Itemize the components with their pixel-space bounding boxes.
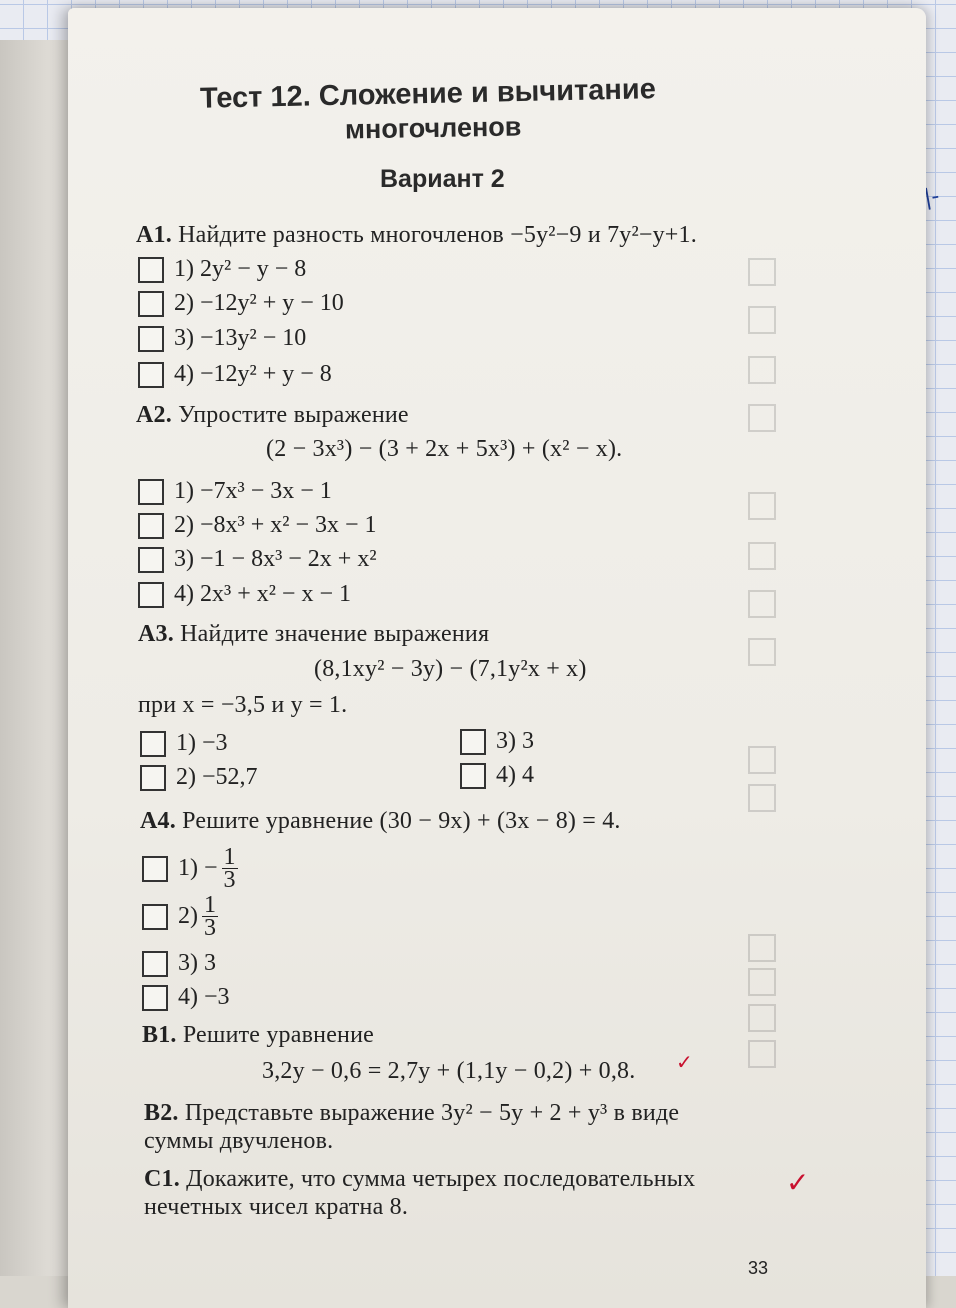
- checkbox[interactable]: [138, 291, 164, 317]
- question-text: Представьте выражение 3y² − 5y + 2 + y³ в виде: [184, 1100, 680, 1126]
- question-text: Найдите разность многочленов −5y²−9 и 7y²−y+1.: [178, 222, 697, 248]
- question-a2: [136, 402, 409, 429]
- checkbox[interactable]: [138, 513, 164, 539]
- variant-heading: Вариант 2: [380, 165, 505, 193]
- question-text: Докажите, что сумма четырех последовательных: [186, 1166, 696, 1192]
- a2-expression: (2 − 3x³) − (3 + 2x + 5x³) + (x² − x).: [266, 436, 623, 462]
- checkbox[interactable]: [138, 582, 164, 608]
- question-label: А3.: [138, 621, 174, 647]
- a2-option-2[interactable]: 2) −8x³ + x² − 3x − 1: [138, 512, 377, 539]
- fraction: $\frac{1}{3}$: [223, 844, 236, 893]
- checkbox[interactable]: [140, 765, 166, 791]
- a4-option-2[interactable]: 2) $\frac{1}{3}$: [142, 894, 218, 939]
- a3-option-4[interactable]: 4) 4: [460, 762, 534, 789]
- a1-option-1[interactable]: 1) 2y² − y − 8: [138, 256, 306, 283]
- a4-option-1[interactable]: 1) − $\frac{1}{3}$: [142, 846, 238, 891]
- question-label: В1.: [142, 1022, 177, 1048]
- a2-option-1[interactable]: 1) −7x³ − 3x − 1: [138, 478, 332, 505]
- question-a4: [140, 808, 621, 835]
- checkbox[interactable]: [142, 985, 168, 1011]
- question-text: Решите уравнение: [182, 1022, 374, 1048]
- question-label: А4.: [140, 808, 176, 834]
- a3-option-3[interactable]: 3) 3: [460, 728, 534, 755]
- checkbox[interactable]: [142, 951, 168, 977]
- checkmark-icon: ✓: [676, 1050, 693, 1074]
- a2-option-3[interactable]: 3) −1 − 8x³ − 2x + x²: [138, 546, 377, 573]
- question-label: А2.: [136, 402, 172, 428]
- b1-expression: 3,2y − 0,6 = 2,7y + (1,1y − 0,2) + 0,8.: [262, 1058, 636, 1084]
- question-a1: [136, 222, 697, 249]
- page-number: 33: [748, 1258, 769, 1278]
- a3-option-1[interactable]: 1) −3: [140, 730, 228, 757]
- checkbox[interactable]: [138, 547, 164, 573]
- question-label: В2.: [144, 1100, 179, 1126]
- question-b2-cont: суммы двучленов.: [144, 1128, 334, 1154]
- checkbox[interactable]: [138, 479, 164, 505]
- question-b1: [142, 1022, 374, 1049]
- checkbox[interactable]: [138, 326, 164, 352]
- checkmark-icon: ✓: [786, 1166, 810, 1199]
- fraction: $\frac{1}{3}$: [204, 892, 216, 941]
- checkbox[interactable]: [140, 731, 166, 757]
- a3-condition: при x = −3,5 и y = 1.: [138, 692, 348, 718]
- a4-option-3[interactable]: 3) 3: [142, 950, 216, 977]
- question-text: Решите уравнение (30 − 9x) + (3x − 8) = 4.: [182, 808, 621, 834]
- question-text: Найдите значение выражения: [180, 621, 490, 647]
- a3-option-2[interactable]: 2) −52,7: [140, 764, 258, 791]
- checkbox[interactable]: [138, 362, 164, 388]
- checkbox[interactable]: [460, 763, 486, 789]
- question-label: А1.: [136, 222, 172, 248]
- a4-option-4[interactable]: 4) −3: [142, 984, 230, 1011]
- a3-expression: (8,1xy² − 3y) − (7,1y²x + x): [314, 656, 587, 682]
- checkbox[interactable]: [460, 729, 486, 755]
- test-subtitle: многочленов: [344, 111, 522, 145]
- question-text: Упростите выражение: [178, 402, 409, 428]
- question-label: С1.: [144, 1166, 180, 1192]
- checkbox[interactable]: [138, 257, 164, 283]
- question-a3: [138, 621, 489, 648]
- question-b2: [144, 1100, 679, 1127]
- a2-option-4[interactable]: 4) 2x³ + x² − x − 1: [138, 581, 351, 608]
- question-c1: [144, 1166, 695, 1193]
- left-page-edge: [0, 40, 70, 1276]
- question-c1-cont: нечетных чисел кратна 8.: [144, 1194, 409, 1220]
- a1-option-4[interactable]: 4) −12y² + y − 8: [138, 361, 332, 388]
- a1-option-3[interactable]: 3) −13y² − 10: [138, 325, 306, 352]
- a1-option-2[interactable]: 2) −12y² + y − 10: [138, 290, 344, 317]
- test-title: Тест 12. Сложение и вычитание: [199, 73, 657, 115]
- checkbox[interactable]: [142, 856, 168, 882]
- checkbox[interactable]: [142, 904, 168, 930]
